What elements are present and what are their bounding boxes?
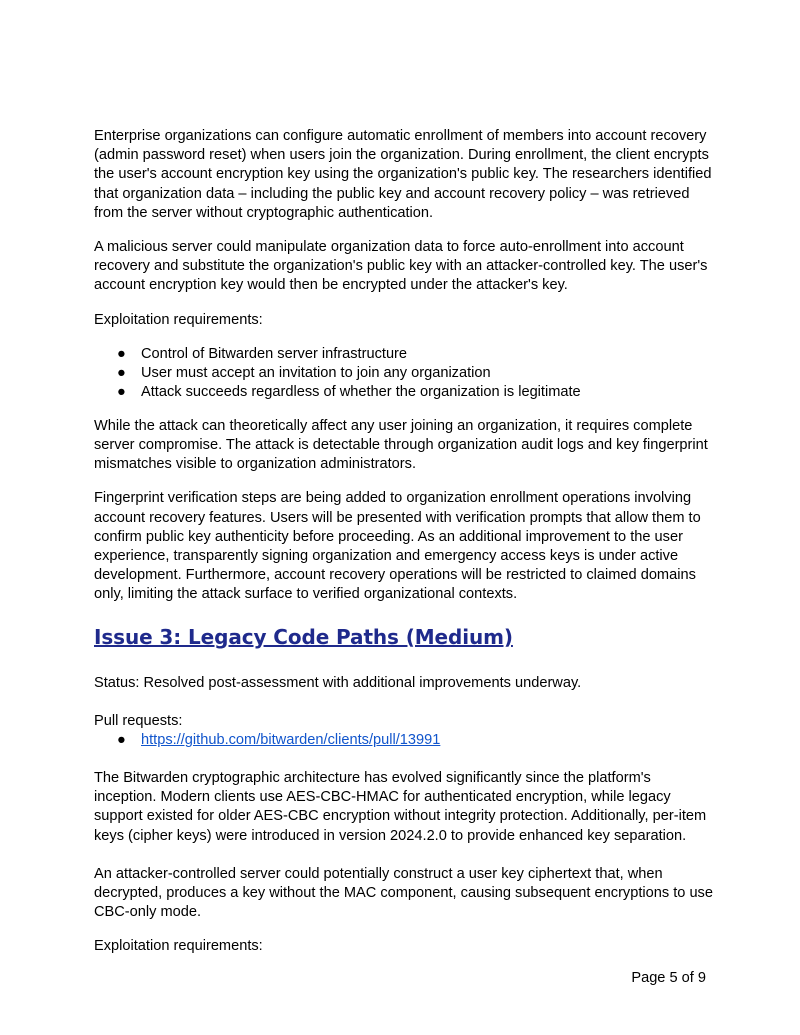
paragraph-enrollment-description: Enterprise organizations can configure automatic enrollment of members into account recovery (admin password reset) when users join the organization. During enrollment, the client encrypts the user's account encryption key using the organization's public key. The researchers identified that organization data – including the public key and account recovery policy – was retrieved from the server without cryptographic authentication. (94, 128, 712, 221)
issue-3-status: Status: Resolved post-assessment with additional improvements underway. (94, 674, 582, 691)
list-item (94, 345, 714, 364)
list-item-text: Attack succeeds regardless of whether the organization is legitimate (141, 383, 581, 400)
paragraph-exploitation-requirements-label: Exploitation requirements: (94, 311, 263, 328)
paragraph-attack-detectability: While the attack can theoretically affect any user joining an organization, it requires complete server compromise. The attack is detectable through organization audit logs and key fingerprint mismatches visible to organization administrators. (94, 417, 708, 473)
bullet-icon: ● (117, 732, 126, 749)
paragraph-crypto-architecture: The Bitwarden cryptographic architecture has evolved significantly since the platform's inception. Modern clients use AES-CBC-HMAC for authenticated encryption, while legacy support existed for older AES-CBC encryption without integrity protection. Additionally, per-item keys (cipher keys) were introduced in version 2024.2.0 to provide enhanced key separation. (94, 770, 707, 844)
pull-requests-list (94, 731, 714, 750)
exploitation-requirements-list (94, 345, 714, 402)
list-item-text: Control of Bitwarden server infrastructure (141, 345, 408, 362)
paragraph-exploitation-requirements-label-2: Exploitation requirements: (94, 938, 263, 955)
paragraph-malicious-server: A malicious server could manipulate organization data to force auto-enrollment into account recovery and substitute the organization's public key with an attacker-controlled key. The user's account encryption key would then be encrypted under the attacker's key. (94, 239, 708, 294)
list-item (94, 364, 714, 383)
paragraph-fingerprint-verification: Fingerprint verification steps are being added to organization enrollment operations involving account recovery features. Users will be presented with verification prompts that allow them to confirm public key authenticity before proceeding. As an additional improvement to the user experience, transparently signing organization and emergency access keys is under active development. Furthermore, account recovery operations will be restricted to claimed domains only, limiting the attack surface to verified organizational contexts. (94, 490, 701, 603)
list-item (94, 383, 714, 402)
issue-3-heading[interactable]: Issue 3: Legacy Code Paths (Medium) (94, 624, 513, 649)
pull-requests-label: Pull requests: (94, 712, 183, 729)
bullet-icon: ● (117, 364, 126, 381)
bullet-icon: ● (117, 345, 126, 362)
list-item (94, 731, 714, 750)
pull-request-link[interactable]: https://github.com/bitwarden/clients/pull/13991 (141, 732, 441, 749)
bullet-icon: ● (117, 383, 126, 400)
page-number: Page 5 of 9 (631, 970, 706, 986)
list-item-text: User must accept an invitation to join any organization (141, 364, 491, 381)
page-content (94, 127, 714, 957)
paragraph-attacker-ciphertext: An attacker-controlled server could potentially construct a user key ciphertext that, when decrypted, produces a key without the MAC component, causing subsequent encryptions to use CBC-only mode. (94, 865, 713, 921)
